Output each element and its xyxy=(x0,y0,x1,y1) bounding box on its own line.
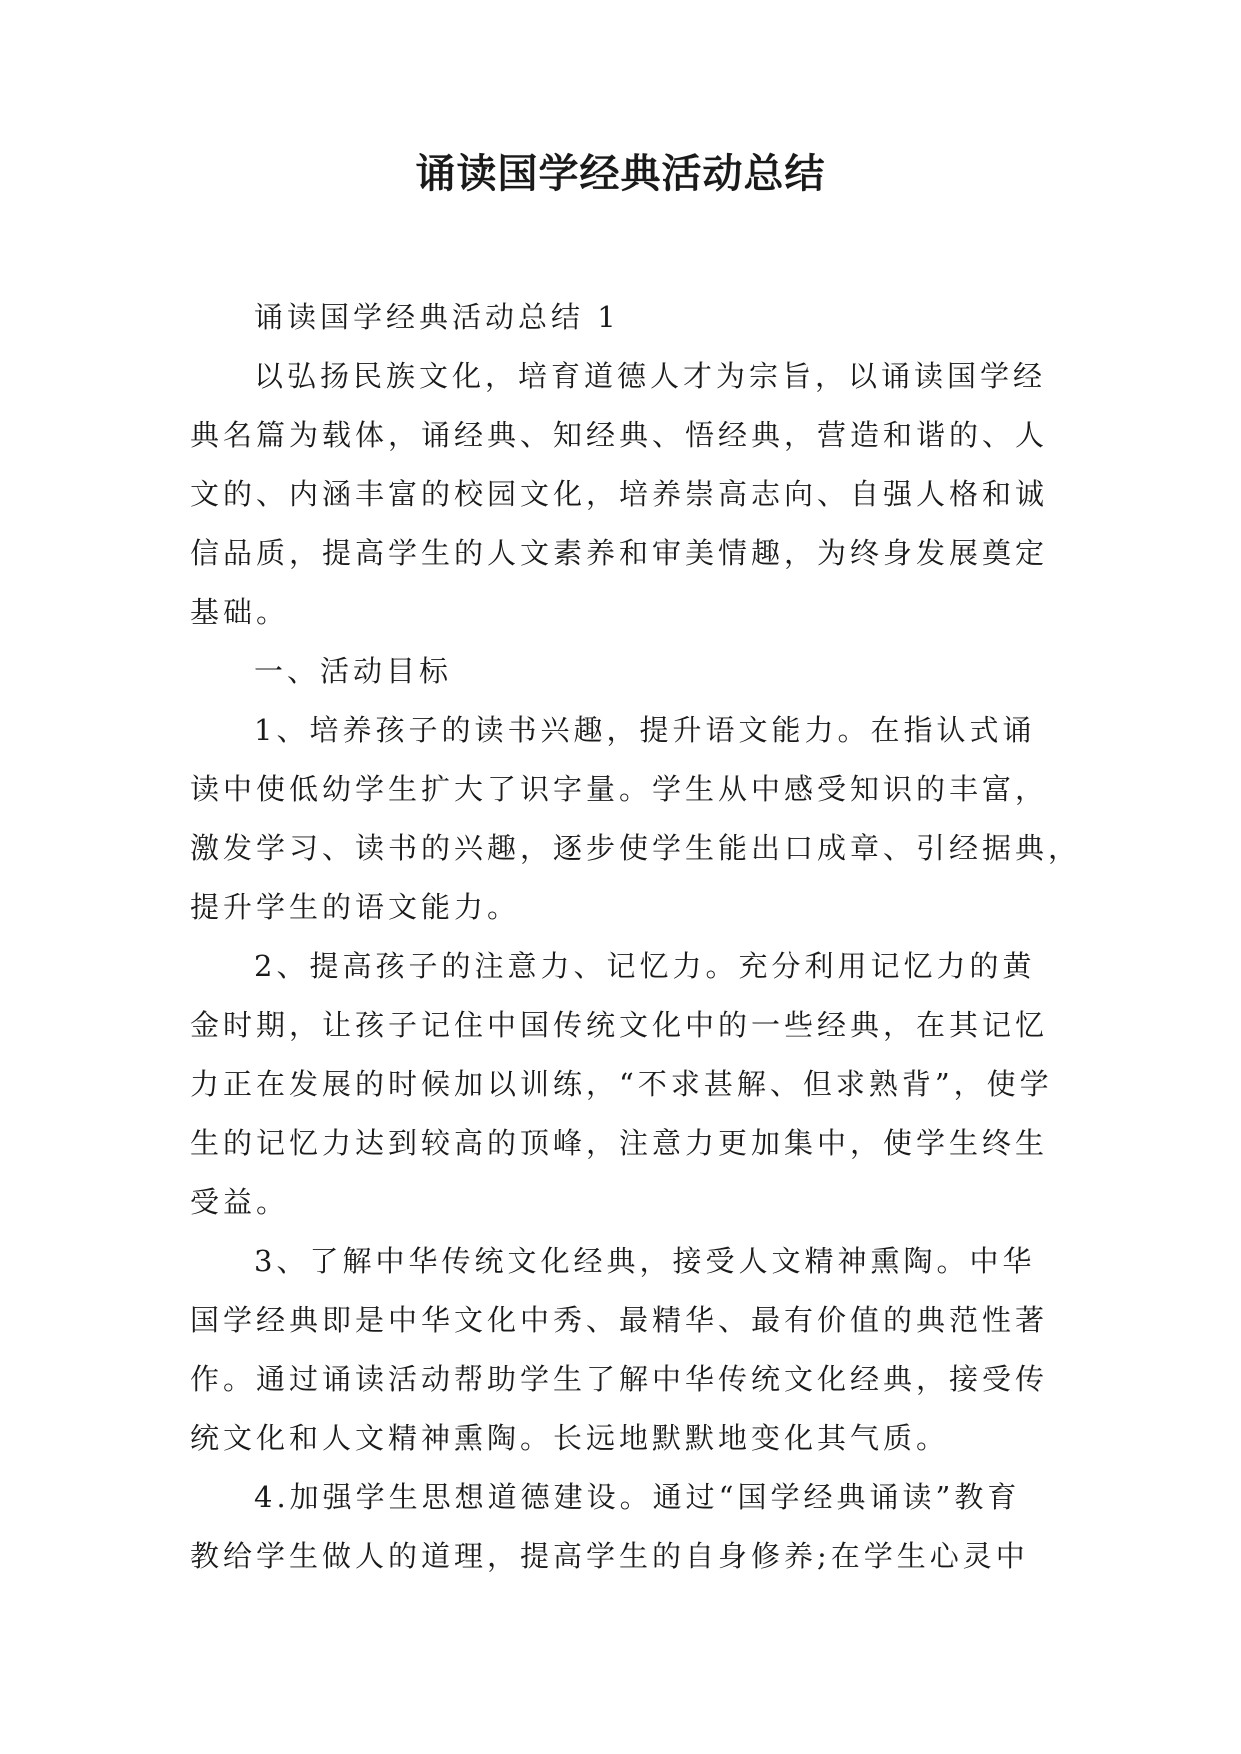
text-line: 以弘扬民族文化，培育道德人才为宗旨，以诵读国学经 xyxy=(254,359,1047,393)
text-line: 信品质，提高学生的人文素养和审美情趣，为终身发展奠定 xyxy=(190,536,1049,570)
text-line: 国学经典即是中华文化中秀、最精华、最有价值的典范性著 xyxy=(190,1303,1049,1337)
list-item-paragraph xyxy=(190,1232,1060,1468)
text-line: 激发学习、读书的兴趣，逐步使学生能出口成章、引经据典， xyxy=(190,831,1082,865)
text-line: 诵读国学经典活动总结 1 xyxy=(254,300,620,334)
text-line: 1、培养孩子的读书兴趣，提升语文能力。在指认式诵 xyxy=(254,713,1036,747)
text-line: 读中使低幼学生扩大了识字量。学生从中感受知识的丰富， xyxy=(190,772,1049,806)
list-item-paragraph xyxy=(190,1468,1060,1586)
text-line: 典名篇为载体，诵经典、知经典、悟经典，营造和谐的、人 xyxy=(190,418,1049,452)
section-heading xyxy=(190,288,1060,347)
document-body xyxy=(190,288,1082,1586)
text-line: 金时期，让孩子记住中国传统文化中的一些经典，在其记忆 xyxy=(190,1008,1049,1042)
section-heading xyxy=(190,642,1060,701)
text-line: 提升学生的语文能力。 xyxy=(190,890,521,924)
text-line: 基础。 xyxy=(190,595,290,629)
text-line: 力正在发展的时候加以训练，“不求甚解、但求熟背”，使学 xyxy=(190,1067,1053,1101)
list-item-paragraph xyxy=(190,701,1082,937)
text-line: 文的、内涵丰富的校园文化，培养崇高志向、自强人格和诚 xyxy=(190,477,1049,511)
text-line: 统文化和人文精神熏陶。长远地默默地变化其气质。 xyxy=(190,1421,950,1455)
list-item-paragraph xyxy=(190,937,1060,1232)
text-line: 教给学生做人的道理，提高学生的自身修养;在学生心灵中 xyxy=(190,1539,1029,1573)
document-title: 诵读国学经典活动总结 xyxy=(415,151,826,197)
text-line: 生的记忆力达到较高的顶峰，注意力更加集中，使学生终生 xyxy=(190,1126,1049,1160)
text-line: 4.加强学生思想道德建设。通过“国学经典诵读”教育 xyxy=(254,1480,1021,1514)
text-line: 3、了解中华传统文化经典，接受人文精神熏陶。中华 xyxy=(254,1244,1036,1278)
intro-paragraph xyxy=(190,347,1060,642)
text-line: 作。通过诵读活动帮助学生了解中华传统文化经典，接受传 xyxy=(190,1362,1049,1396)
text-line: 2、提高孩子的注意力、记忆力。充分利用记忆力的黄 xyxy=(254,949,1036,983)
text-line: 一、活动目标 xyxy=(254,654,453,688)
text-line: 受益。 xyxy=(190,1185,290,1219)
